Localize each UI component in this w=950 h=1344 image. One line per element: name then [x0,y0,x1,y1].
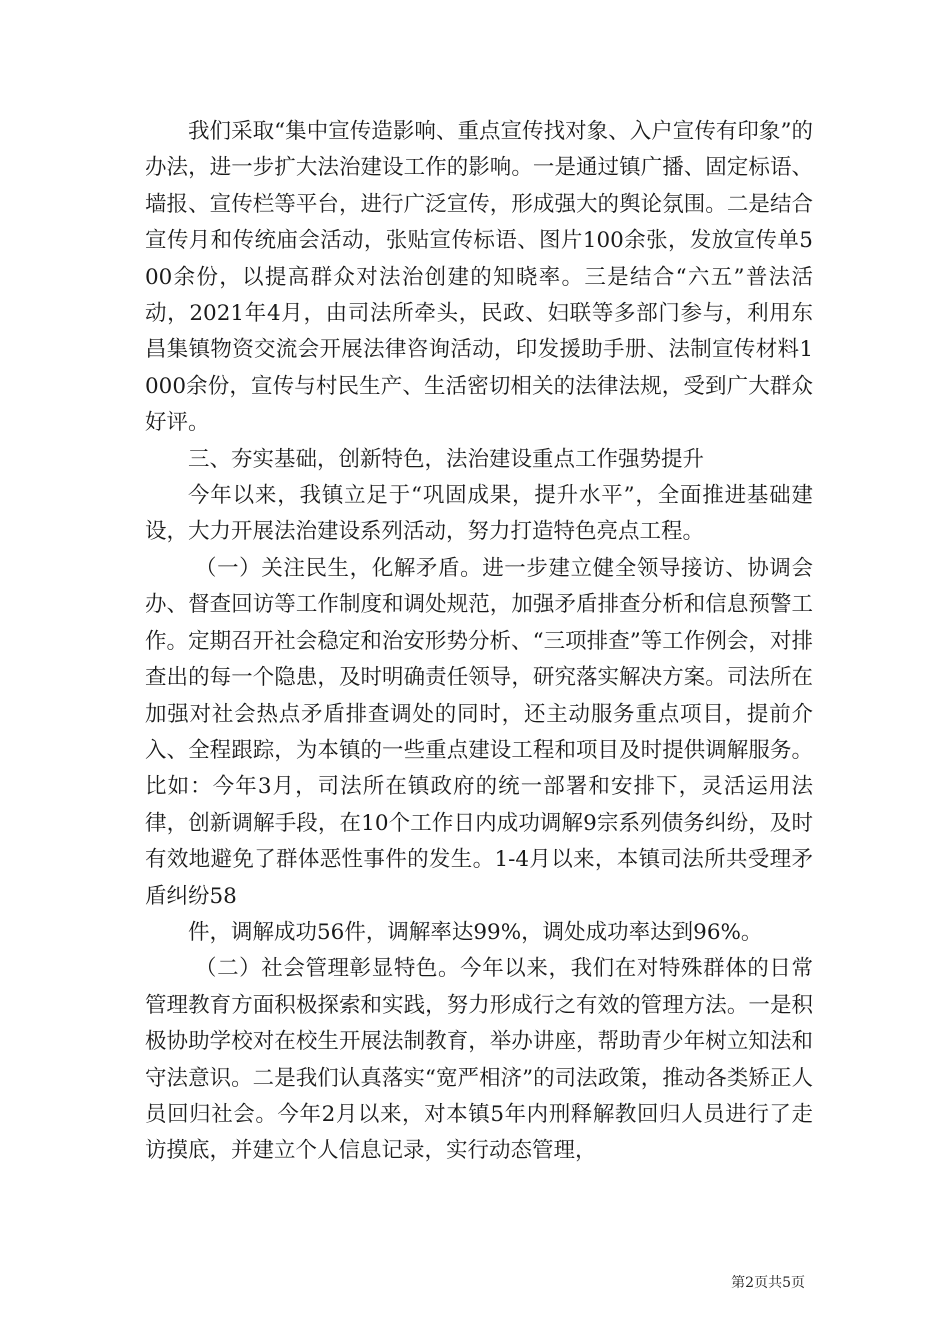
paragraph-social-management: （二）社会管理彰显特色。今年以来，我们在对特殊群体的日常管理教育方面积极探索和实践，努力形成行之有效的管理方法。一是积极协助学校对在校生开展法制教育，举办讲座，帮助青少年树立知法和守法意识。二是我们认真落实“宽严相济”的司法政策，推动各类矫正人员回归社会。今年2月以来，对本镇5年内刑释解教回归人员进行了走访摸底，并建立个人信息记录，实行动态管理， [145,956,813,1164]
paragraph-mediation-stats: 件，调解成功56件，调解率达99%，调处成功率达到96%。 [188,919,763,945]
paragraph-livelihood: （一）关注民生，化解矛盾。进一步建立健全领导接访、协调会办、督查回访等工作制度和调处规范，加强矛盾排查分析和信息预警工作。定期召开社会稳定和治安形势分析、“三项排查”等工作例会，对排查出的每一个隐患，及时明确责任领导，研究落实解决方案。司法所在加强对社会热点矛盾排查调处的同时，还主动服务重点项目，提前介入、全程跟踪，为本镇的一些重点建设工程和项目及时提供调解服务。比如：今年3月，司法所在镇政府的统一部署和安排下，灵活运用法律，创新调解手段，在10个工作日内成功调解9宗系列债务纠纷，及时有效地避免了群体恶性事件的发生。1-4月以来，本镇司法所共受理矛盾纠纷58 [145,555,813,909]
page-number: 第2页共5页 [731,1275,805,1291]
paragraph-publicity: 我们采取“集中宣传造影响、重点宣传找对象、入户宣传有印象”的办法，进一步扩大法治建设工作的影响。一是通过镇广播、固定标语、墙报、宣传栏等平台，进行广泛宣传，形成强大的舆论氛围。二是结合宣传月和传统庙会活动，张贴宣传标语、图片100余张，发放宣传单500余份，以提高群众对法治创建的知晓率。三是结合“六五”普法活动，2021年4月，由司法所牵头，民政、妇联等多部门参与，利用东昌集镇物资交流会开展法律咨询活动，印发援助手册、法制宣传材料1000余份，宣传与村民生产、生活密切相关的法律法规，受到广大群众好评。 [145,119,813,436]
document-body [145,114,813,1170]
section-heading-3: 三、夯实基础，创新特色，法治建设重点工作强势提升 [188,446,705,472]
paragraph-intro: 今年以来，我镇立足于“巩固成果，提升水平”，全面推进基础建设，大力开展法治建设系列活动，努力打造特色亮点工程。 [145,483,813,545]
